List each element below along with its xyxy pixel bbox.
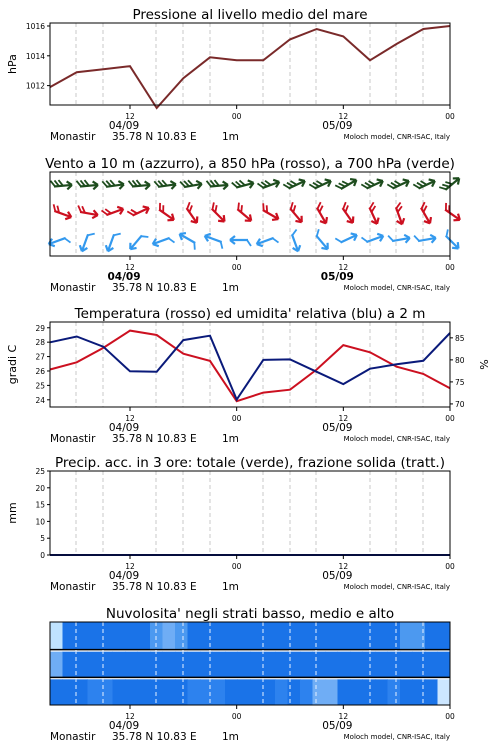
- cloud-cell: [238, 652, 251, 678]
- hour-tick-label: 12: [125, 562, 135, 571]
- cloud-cell: [425, 679, 438, 705]
- date-label: 05/09: [322, 422, 353, 434]
- station-name: Monastir: [50, 581, 96, 593]
- wind-barb: [311, 229, 332, 252]
- cloud-cell: [63, 679, 76, 705]
- panel-1: [6, 22, 450, 108]
- cloud-cell: [188, 652, 201, 678]
- barb-flag: [414, 235, 419, 242]
- cloud-cell: [163, 652, 176, 678]
- cloud-cell: [213, 679, 226, 705]
- barb-flag: [443, 203, 450, 210]
- barb-flag: [273, 237, 279, 244]
- panel-title-1: Pressione al livello medio del mare: [132, 7, 368, 23]
- date-label: 04/09: [108, 570, 140, 582]
- y-axis-label: hPa: [6, 54, 19, 74]
- wind-barb: [391, 202, 408, 225]
- cloud-cell: [325, 652, 338, 678]
- cloud-cell: [375, 679, 388, 705]
- cloud-cell: [438, 679, 451, 705]
- cloud-cell: [425, 622, 438, 650]
- hour-tick-label: 12: [125, 112, 135, 121]
- cloud-cell: [100, 652, 113, 678]
- y-tick-label-right: 85: [455, 333, 465, 343]
- cloud-cell: [413, 679, 426, 705]
- y-tick-label: 0: [40, 551, 45, 560]
- wind-barb: [151, 233, 174, 250]
- station-name: Monastir: [50, 731, 96, 743]
- cloud-cell: [50, 679, 63, 705]
- cloud-cell: [125, 652, 138, 678]
- panel-3: [6, 322, 491, 409]
- barb-flag: [88, 232, 95, 238]
- cloud-cell: [188, 679, 201, 705]
- cloud-cell: [275, 622, 288, 650]
- cloud-cell: [363, 622, 376, 650]
- wind-barb: [388, 232, 410, 245]
- wind-barb: [50, 204, 73, 221]
- y-axis-label: mm: [6, 502, 19, 524]
- cloud-cell: [325, 622, 338, 650]
- wind-barb: [285, 202, 306, 225]
- barb-flag: [157, 203, 164, 210]
- y-tick-label: 27: [35, 352, 45, 362]
- cloud-cell: [250, 679, 263, 705]
- y-tick-label: 15: [35, 500, 45, 510]
- date-label: 05/09: [322, 120, 353, 132]
- cloud-cell: [163, 622, 176, 650]
- station-name: Monastir: [50, 433, 96, 445]
- station-elevation: 1m: [222, 581, 239, 593]
- wind-barb: [258, 203, 281, 222]
- cloud-cell: [413, 622, 426, 650]
- date-label: 04/09: [108, 422, 140, 434]
- cloud-cell: [313, 622, 326, 650]
- hour-tick-label: 00: [231, 263, 242, 272]
- wind-barb: [154, 203, 177, 223]
- cloud-cell: [313, 652, 326, 678]
- cloud-cell: [438, 652, 451, 678]
- barb-flag: [114, 232, 121, 238]
- date-label: 04/09: [108, 120, 140, 132]
- wind-barb: [335, 229, 358, 247]
- wind-barb: [387, 175, 410, 193]
- hour-tick-label: 00: [445, 263, 455, 272]
- wind-barb: [78, 230, 95, 253]
- station-coords: 35.78 N 10.83 E: [112, 581, 197, 593]
- cloud-cell: [388, 679, 401, 705]
- station-elevation: 1m: [222, 433, 239, 445]
- wind-barb: [416, 202, 435, 225]
- cloud-cell: [325, 679, 338, 705]
- station-name: Monastir: [50, 131, 96, 143]
- cloud-cell: [263, 679, 276, 705]
- wind-barb: [440, 203, 463, 223]
- wind-barb: [182, 202, 202, 225]
- barb-flag: [361, 236, 367, 243]
- hour-tick-label: 12: [338, 562, 349, 571]
- y-axis-label-right: %: [478, 359, 491, 370]
- cloud-cell: [375, 652, 388, 678]
- barb-flag: [52, 204, 58, 211]
- barb-flag: [247, 240, 251, 246]
- barb-flag: [191, 243, 197, 250]
- barb-flag: [219, 242, 225, 249]
- wind-barb: [255, 233, 278, 250]
- y-tick-label: 24: [35, 395, 45, 405]
- wind-barb: [51, 179, 73, 191]
- station-name: Monastir: [50, 282, 96, 294]
- wind-barb: [77, 179, 99, 191]
- wind-barb: [441, 229, 463, 251]
- panel-5: [50, 622, 451, 705]
- cloud-cell: [75, 679, 88, 705]
- cloud-cell: [288, 652, 301, 678]
- y-axis-label: gradi C: [6, 344, 19, 385]
- y-tick-label-right: 70: [455, 399, 465, 409]
- station-elevation: 1m: [222, 131, 239, 143]
- cloud-cell: [75, 652, 88, 678]
- cloud-cell: [338, 679, 351, 705]
- cloud-cell: [200, 679, 213, 705]
- cloud-cell: [338, 652, 351, 678]
- barb-flag: [169, 237, 175, 244]
- cloud-cell: [300, 652, 313, 678]
- hour-tick-label: 12: [338, 263, 349, 272]
- cloud-cell: [388, 622, 401, 650]
- model-credit: Moloch model, CNR-ISAC, Italy: [343, 435, 450, 443]
- cloud-cell: [288, 622, 301, 650]
- cloud-cell: [88, 652, 101, 678]
- cloud-cell: [113, 679, 126, 705]
- hour-tick-label: 00: [445, 712, 455, 721]
- wind-barb: [414, 232, 436, 245]
- cloud-cell: [338, 622, 351, 650]
- series-line-1: [50, 26, 450, 108]
- cloud-cell: [100, 622, 113, 650]
- panel-title-2: Vento a 10 m (azzurro), a 850 hPa (rosso), a 700 hPa (verde): [45, 156, 455, 172]
- cloud-cell: [250, 622, 263, 650]
- wind-barb: [47, 233, 70, 250]
- date-label: 04/09: [108, 720, 140, 732]
- barb-shaft: [446, 236, 459, 249]
- wind-barb: [154, 178, 176, 191]
- wind-barb: [335, 175, 358, 194]
- station-coords: 35.78 N 10.83 E: [112, 131, 197, 143]
- model-credit: Moloch model, CNR-ISAC, Italy: [343, 733, 450, 741]
- cloud-cell: [138, 622, 151, 650]
- time-axis-3: [50, 407, 455, 445]
- cloud-cell: [425, 652, 438, 678]
- cloud-cell: [275, 652, 288, 678]
- cloud-cell: [225, 652, 238, 678]
- cloud-cell: [313, 679, 326, 705]
- hour-tick-label: 12: [125, 263, 135, 272]
- cloud-cell: [213, 622, 226, 650]
- y-tick-label: 1012: [25, 81, 45, 91]
- model-credit: Moloch model, CNR-ISAC, Italy: [343, 133, 450, 141]
- plot-frame-4: [50, 471, 450, 555]
- time-axis-1: [50, 105, 455, 143]
- cloud-cell: [175, 652, 188, 678]
- barb-flag: [65, 237, 71, 244]
- wind-barb: [177, 231, 200, 250]
- cloud-cell: [288, 679, 301, 705]
- wind-barb: [76, 206, 98, 219]
- cloud-cell: [363, 679, 376, 705]
- cloud-cell: [63, 652, 76, 678]
- station-coords: 35.78 N 10.83 E: [112, 433, 197, 445]
- cloud-cell: [175, 622, 188, 650]
- cloud-cell: [188, 622, 201, 650]
- plot-frame-1: [50, 23, 450, 105]
- wind-barb: [232, 177, 255, 192]
- barb-flag: [314, 229, 321, 236]
- hour-tick-label: 00: [231, 562, 242, 571]
- wind-barb: [127, 202, 150, 220]
- wind-barb: [104, 230, 121, 253]
- date-label: 04/09: [107, 271, 141, 283]
- barb-flag: [335, 237, 341, 244]
- wind-barb: [312, 202, 331, 225]
- y-tick-label: 20: [35, 483, 45, 493]
- cloud-cell: [50, 622, 63, 650]
- wind-barb: [361, 230, 384, 247]
- cloud-cell: [63, 622, 76, 650]
- panel-2: [47, 172, 463, 256]
- cloud-cell: [163, 679, 176, 705]
- cloud-cell: [175, 679, 188, 705]
- cloud-cell: [413, 652, 426, 678]
- y-tick-label: 5: [40, 534, 45, 544]
- panel-4: [6, 467, 450, 560]
- hour-tick-label: 12: [338, 712, 349, 721]
- hour-tick-label: 00: [445, 414, 455, 423]
- cloud-cell: [375, 622, 388, 650]
- cloud-cell: [400, 679, 413, 705]
- hour-tick-label: 00: [445, 562, 455, 571]
- cloud-cell: [213, 652, 226, 678]
- hour-tick-label: 00: [231, 414, 242, 423]
- cloud-cell: [125, 679, 138, 705]
- y-tick-label-right: 75: [455, 377, 465, 387]
- hour-tick-label: 12: [125, 414, 135, 423]
- cloud-cell: [225, 622, 238, 650]
- cloud-cell: [400, 622, 413, 650]
- time-axis-5: [50, 705, 455, 743]
- cloud-cell: [263, 652, 276, 678]
- y-tick-label-right: 80: [455, 355, 465, 365]
- barb-flag: [141, 233, 148, 240]
- wind-barb: [230, 236, 251, 246]
- y-tick-label: 1016: [25, 21, 45, 31]
- cloud-cell: [438, 622, 451, 650]
- station-elevation: 1m: [222, 282, 239, 294]
- cloud-cell: [238, 679, 251, 705]
- cloud-cell: [113, 652, 126, 678]
- hour-tick-label: 12: [125, 712, 135, 721]
- station-coords: 35.78 N 10.83 E: [112, 731, 197, 743]
- wind-barb: [361, 175, 384, 193]
- date-label: 05/09: [322, 570, 353, 582]
- cloud-cell: [363, 652, 376, 678]
- wind-barb: [413, 175, 436, 193]
- cloud-cell: [100, 679, 113, 705]
- wind-barb: [233, 203, 256, 224]
- cloud-cell: [300, 679, 313, 705]
- cloud-cell: [350, 622, 363, 650]
- cloud-cell: [350, 652, 363, 678]
- cloud-cell: [238, 622, 251, 650]
- model-credit: Moloch model, CNR-ISAC, Italy: [343, 583, 450, 591]
- panel-title-3: Temperatura (rosso) ed umidita' relativa (blu) a 2 m: [74, 306, 426, 322]
- wind-barb: [338, 202, 358, 225]
- wind-barb: [101, 203, 124, 220]
- y-tick-label: 28: [35, 338, 45, 348]
- wind-barb: [102, 178, 124, 191]
- hour-tick-label: 00: [445, 112, 455, 121]
- y-tick-label: 25: [35, 381, 45, 391]
- station-elevation: 1m: [222, 731, 239, 743]
- y-tick-label: 1014: [25, 51, 45, 61]
- hour-tick-label: 12: [338, 414, 349, 423]
- cloud-cell: [125, 622, 138, 650]
- hour-tick-label: 12: [338, 112, 349, 121]
- date-label: 05/09: [320, 271, 354, 283]
- y-tick-label: 10: [35, 517, 45, 527]
- barb-flag: [260, 203, 266, 210]
- time-axis-2: [50, 256, 455, 294]
- cloud-cell: [225, 679, 238, 705]
- barb-flag: [388, 235, 393, 242]
- wind-barb: [439, 174, 462, 195]
- panel-title-5: Nuvolosita' negli strati basso, medio e alto: [105, 606, 395, 622]
- wind-barb: [257, 176, 280, 193]
- wind-barb: [203, 232, 226, 249]
- cloud-cell: [88, 679, 101, 705]
- cloud-cell: [200, 622, 213, 650]
- barb-flag: [291, 229, 298, 235]
- hour-tick-label: 00: [231, 112, 242, 121]
- y-tick-label: 26: [35, 366, 45, 376]
- cloud-cell: [200, 652, 213, 678]
- y-tick-label: 29: [35, 323, 45, 333]
- barb-flag: [77, 206, 82, 213]
- cloud-cell: [138, 679, 151, 705]
- wind-barb: [283, 175, 306, 193]
- cloud-cell: [250, 652, 263, 678]
- model-credit: Moloch model, CNR-ISAC, Italy: [343, 284, 450, 292]
- cloud-cell: [263, 622, 276, 650]
- cloud-cell: [138, 652, 151, 678]
- panel-title-4: Precip. acc. in 3 ore: totale (verde), frazione solida (tratt.): [55, 455, 445, 471]
- cloud-cell: [50, 652, 63, 678]
- hour-tick-label: 00: [231, 712, 242, 721]
- cloud-cell: [300, 622, 313, 650]
- wind-barb: [129, 179, 151, 191]
- wind-barb: [309, 175, 332, 193]
- barb-shaft: [212, 209, 225, 222]
- wind-barb: [127, 231, 148, 254]
- station-coords: 35.78 N 10.83 E: [112, 282, 197, 294]
- cloud-cell: [388, 652, 401, 678]
- cloud-cell: [75, 622, 88, 650]
- cloud-cell: [113, 622, 126, 650]
- wind-barb: [365, 202, 383, 225]
- cloud-cell: [275, 679, 288, 705]
- cloud-cell: [400, 652, 413, 678]
- cloud-cell: [350, 679, 363, 705]
- date-label: 05/09: [322, 720, 353, 732]
- time-axis-4: [50, 555, 455, 593]
- cloud-cell: [88, 622, 101, 650]
- y-tick-label: 25: [35, 467, 45, 476]
